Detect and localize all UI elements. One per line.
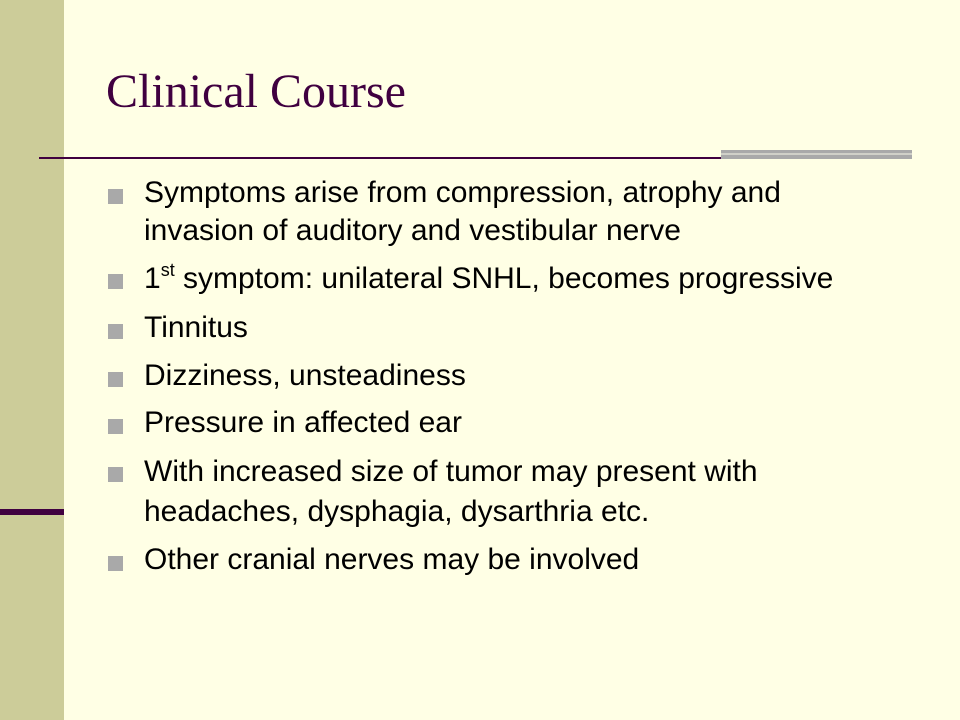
ordinal-number: 1	[144, 262, 161, 295]
bullet-item	[108, 452, 898, 532]
bullet-item	[108, 259, 898, 299]
square-bullet-icon	[108, 556, 123, 571]
square-bullet-icon	[108, 189, 123, 204]
bullet-text: Pressure in affected ear	[144, 406, 462, 439]
title-divider-accent	[721, 150, 912, 159]
square-bullet-icon	[108, 467, 123, 482]
bullet-text: Other cranial nerves may be involved	[144, 543, 640, 576]
bullet-text: Tinnitus	[144, 311, 248, 344]
bullet-text: Symptoms arise from compression, atrophy and invasion of auditory and vestibular nerve	[144, 176, 781, 247]
bullet-item	[108, 309, 898, 347]
bullet-text: With increased size of tumor may present with headaches, dysphagia, dysarthria etc.	[144, 455, 758, 528]
bullet-item	[108, 174, 898, 250]
bullet-text-rest: symptom: unilateral SNHL, becomes progressive	[174, 262, 834, 295]
ordinal-superscript: st	[160, 260, 175, 280]
bullet-item	[108, 404, 898, 442]
bullet-text	[144, 259, 898, 299]
bullet-item	[108, 541, 898, 579]
square-bullet-icon	[108, 419, 123, 434]
bullet-text: Dizziness, unsteadiness	[144, 359, 466, 392]
square-bullet-icon	[108, 324, 123, 339]
square-bullet-icon	[108, 274, 123, 289]
bullet-list	[108, 174, 898, 579]
left-decorative-band	[0, 0, 64, 720]
bullet-item	[108, 357, 898, 395]
slide-title: Clinical Course	[106, 65, 406, 118]
square-bullet-icon	[108, 372, 123, 387]
left-accent-bar	[0, 509, 64, 515]
